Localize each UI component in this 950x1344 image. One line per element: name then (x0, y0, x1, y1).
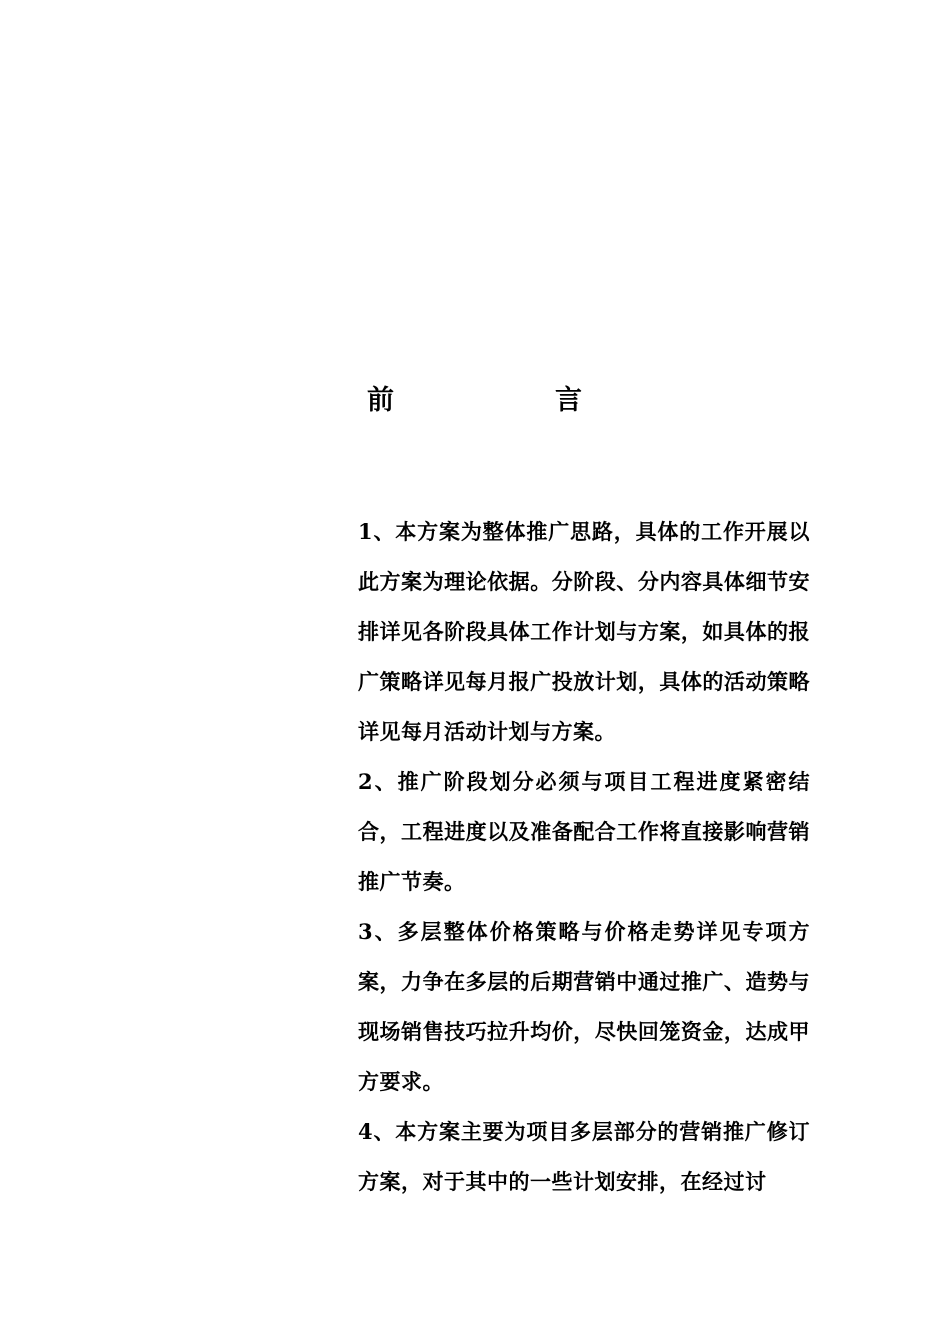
paragraph-1: 1、本方案为整体推广思路，具体的工作开展以此方案为理论依据。分阶段、分内容具体细节安排详见各阶段具体工作计划与方案，如具体的报广策略详见每月报广投放计划，具体的活动策略详见每月活动计划与方案。 (358, 519, 810, 744)
body-text (358, 507, 810, 1207)
paragraph-3: 3、多层整体价格策略与价格走势详见专项方案，力争在多层的后期营销中通过推广、造势与现场销售技巧拉升均价，尽快回笼资金，达成甲方要求。 (358, 919, 810, 1094)
paragraph-4: 4、本方案主要为项目多层部分的营销推广修订方案，对于其中的一些计划安排，在经过讨 (358, 1119, 810, 1194)
title-first-char: 前 (367, 385, 394, 416)
title-second-char: 言 (555, 385, 582, 416)
paragraph-2: 2、推广阶段划分必须与项目工程进度紧密结合，工程进度以及准备配合工作将直接影响营销推广节奏。 (358, 769, 810, 894)
